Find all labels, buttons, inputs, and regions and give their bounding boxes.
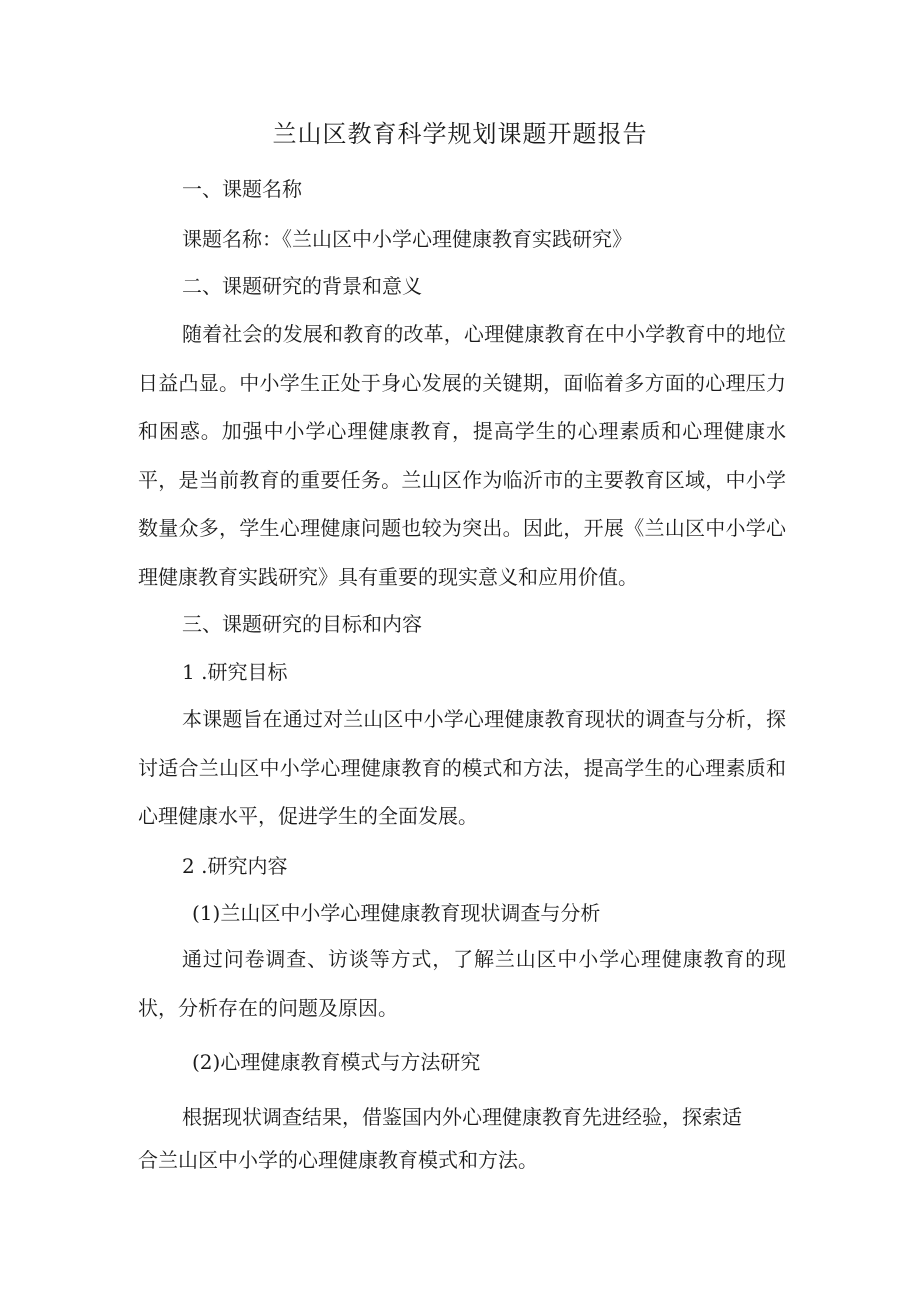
- item2-heading: (2)心理健康教育模式与方法研究: [192, 1050, 481, 1074]
- item2-line-1: 根据现状调查结果，借鉴国内外心理健康教育先进经验，探索适: [182, 1105, 742, 1129]
- topic-name-line: 课题名称：《兰山区中小学心理健康教育实践研究》: [182, 227, 632, 251]
- item1-paragraph: 通过问卷调查、访谈等方式，了解兰山区中小学心理健康教育的现状，分析存在的问题及原因。: [138, 947, 786, 1020]
- content-heading: 2 .研究内容: [182, 854, 288, 878]
- item2-line-2: 合兰山区中小学的心理健康教育模式和方法。: [138, 1148, 538, 1172]
- section3-heading: 三、课题研究的目标和内容: [182, 612, 422, 636]
- background-paragraph: 随着社会的发展和教育的改革，心理健康教育在中小学教育中的地位日益凸显。中小学生正处于身心发展的关键期，面临着多方面的心理压力和困惑。加强中小学心理健康教育，提高学生的心理素质和心理健康水平，是当前教育的重要任务。兰山区作为临沂市的主要教育区域，中小学数量众多，学生心理健康问题也较为突出。因此，开展《兰山区中小学心理健康教育实践研究》具有重要的现实意义和应用价值。: [138, 322, 786, 589]
- document-title: 兰山区教育科学规划课题开题报告: [272, 120, 648, 148]
- section2-heading: 二、课题研究的背景和意义: [182, 274, 422, 298]
- item1-heading: (1)兰山区中小学心理健康教育现状调查与分析: [192, 901, 601, 925]
- goal-paragraph: 本课题旨在通过对兰山区中小学心理健康教育现状的调查与分析，探讨适合兰山区中小学心理健康教育的模式和方法，提高学生的心理素质和心理健康水平，促进学生的全面发展。: [138, 707, 786, 828]
- section1-heading: 一、课题名称: [182, 177, 302, 201]
- goal-heading: 1 .研究目标: [182, 660, 288, 684]
